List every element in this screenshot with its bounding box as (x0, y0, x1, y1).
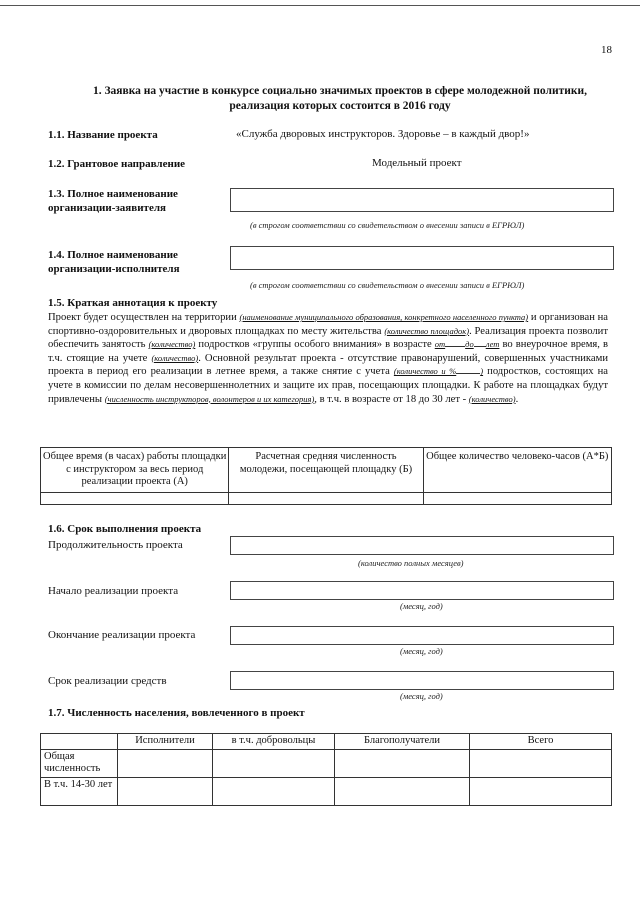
cell-beneficiaries-total[interactable] (335, 749, 470, 777)
executors-header: Исполнители (118, 734, 213, 750)
start-hint: (месяц, год) (400, 601, 443, 611)
total-header: Всего (470, 734, 612, 750)
applicant-org-label: 1.3. Полное наименование организации-заявителя (48, 188, 178, 214)
row-total-label: Общая численность (41, 749, 118, 777)
grant-direction-label: 1.2. Грантовое направление (48, 158, 186, 170)
cell-total-total[interactable] (470, 749, 612, 777)
attendance-cell[interactable] (229, 492, 423, 504)
person-hours-cell[interactable] (423, 492, 611, 504)
project-name-value[interactable]: «Служба дворовых инструкторов. Здоровье – в каждый двор!» (236, 128, 530, 140)
cell-executors-youth[interactable] (118, 777, 213, 805)
start-field[interactable] (230, 581, 614, 600)
annotation-text: Проект будет осуществлен на территории (наименование муниципального образования, конкретного населенного пункта) и организован на спортивно-оздоровительных и дворовых площадках по месту жительства (количество площадок). Реализация проекта позволит обеспечить занятость (количество) подростков «группы особого внимания» в возрасте от до лет во внеурочное время, в т.ч. стоящие на учете (количество). Основной результат проекта - отсутствие правонарушений, совершенных участниками проекта в период его реализации в летнее время, а также снятие с учета (количество и % ) подростков, состоящих на учете в комиссии по делам несовершеннолетних и защите их прав, посещающих площадки. К работе на площадках будут привлечены (численность инструкторов, волонтеров и их категория), в т.ч. в возрасте от 18 до 30 лет - (количество). (48, 312, 608, 405)
funds-label: Срок реализации средств (48, 675, 167, 687)
funds-hint: (месяц, год) (400, 691, 443, 701)
cell-beneficiaries-youth[interactable] (335, 777, 470, 805)
page-title: 1. Заявка на участие в конкурсе социально значимых проектов в сфере молодежной политики, реализация которых состоится в 2016 году (92, 85, 588, 112)
population-heading: 1.7. Численность населения, вовлеченного в проект (48, 707, 305, 719)
end-field[interactable] (230, 626, 614, 645)
executor-org-hint: (в строгом соответствии со свидетельством о внесении записи в ЕГРЮЛ) (250, 280, 525, 290)
top-rule (0, 5, 640, 6)
cell-volunteers-total[interactable] (213, 749, 335, 777)
row-youth-label: В т.ч. 14-30 лет (41, 777, 118, 805)
page-number: 18 (601, 44, 612, 56)
end-hint: (месяц, год) (400, 646, 443, 656)
cell-volunteers-youth[interactable] (213, 777, 335, 805)
deadline-heading: 1.6. Срок выполнения проекта (48, 523, 202, 535)
hours-header: Общее время (в часах) работы площадки с инструктором за весь период реализации проекта (А) (41, 448, 229, 493)
duration-label: Продолжительность проекта (48, 539, 183, 551)
beneficiaries-header: Благополучатели (335, 734, 470, 750)
applicant-org-hint: (в строгом соответствии со свидетельством о внесении записи в ЕГРЮЛ) (250, 220, 525, 230)
executor-org-field[interactable] (230, 246, 614, 270)
annotation-heading: 1.5. Краткая аннотация к проекту (48, 297, 218, 309)
person-hours-header: Общее количество человеко-часов (А*Б) (423, 448, 611, 493)
hours-table (40, 447, 612, 505)
population-table (40, 733, 612, 806)
volunteers-header: в т.ч. добровольцы (213, 734, 335, 750)
executor-org-label: 1.4. Полное наименование организации-исполнителя (48, 249, 180, 275)
population-corner (41, 734, 118, 750)
attendance-header: Расчетная средняя численность молодежи, посещающей площадку (Б) (229, 448, 423, 493)
grant-direction-value[interactable]: Модельный проект (372, 157, 462, 169)
applicant-org-field[interactable] (230, 188, 614, 212)
project-name-label: 1.1. Название проекта (48, 129, 158, 141)
duration-hint: (количество полных месяцев) (358, 558, 464, 568)
duration-field[interactable] (230, 536, 614, 555)
cell-executors-total[interactable] (118, 749, 213, 777)
end-label: Окончание реализации проекта (48, 629, 196, 641)
cell-total-youth[interactable] (470, 777, 612, 805)
funds-field[interactable] (230, 671, 614, 690)
start-label: Начало реализации проекта (48, 585, 179, 597)
hours-cell[interactable] (41, 492, 229, 504)
